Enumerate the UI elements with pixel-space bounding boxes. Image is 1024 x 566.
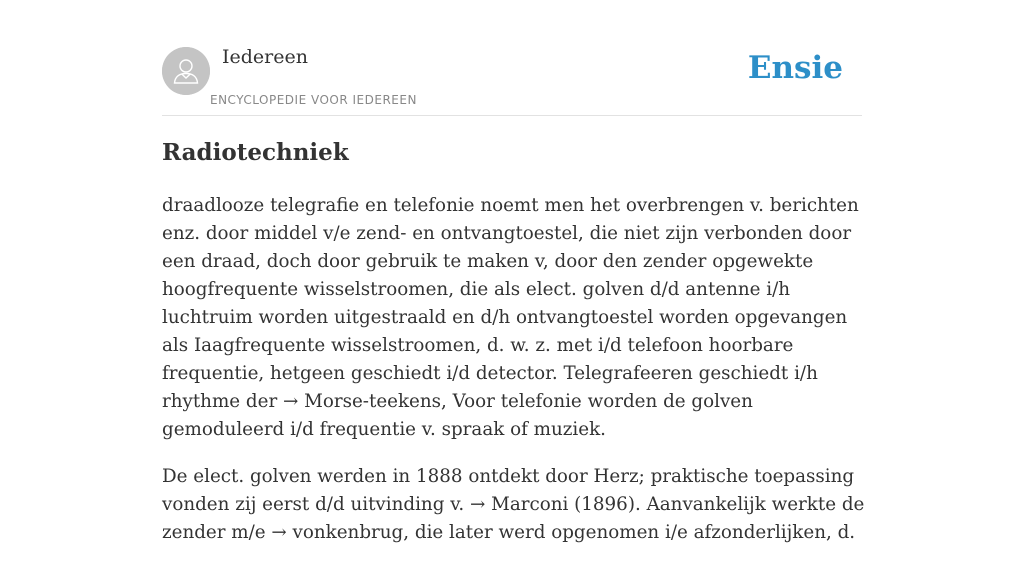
user-name[interactable]: Iedereen <box>222 46 308 68</box>
paragraph: draadlooze telegrafie en telefonie noemt men het overbrengen v. berichten enz. door middel v/e zend- en ontvangtoestel, die niet zijn verbonden door een draad, doch door gebruik te maken v, door den zender opgewekte hoogfrequente wisselstroomen, die als elect. golven d/d antenne i/h luchtruim worden uitgestraald en d/h ontvangtoestel worden opgevangen als Iaagfrequente wisselstroomen, d. w. z. met i/d telefoon hoorbare frequentie, hetgeen geschiedt i/d detector. Telegrafeeren geschiedt i/h rhythme der → Morse-teekens, Voor telefonie worden de golven gemoduleerd i/d frequentie v. spraak of muziek. <box>162 195 859 440</box>
paragraph: De elect. golven werden in 1888 ontdekt door Herz; praktische toepassing vonden zij eerst d/d uitvinding v. → Marconi (1896). Aanvankelijk werkte de zender m/e → vonkenbrug, die later werd opgenomen i/e afzonderlijken, d. <box>162 466 865 543</box>
article-title: Radiotechniek <box>162 139 349 166</box>
tagline: ENCYCLOPEDIE VOOR IEDEREEN <box>210 93 417 107</box>
article-body <box>162 192 867 566</box>
site-header <box>162 46 862 116</box>
user-placeholder-icon[interactable] <box>162 47 210 95</box>
site-logo[interactable]: Ensie <box>747 50 843 86</box>
